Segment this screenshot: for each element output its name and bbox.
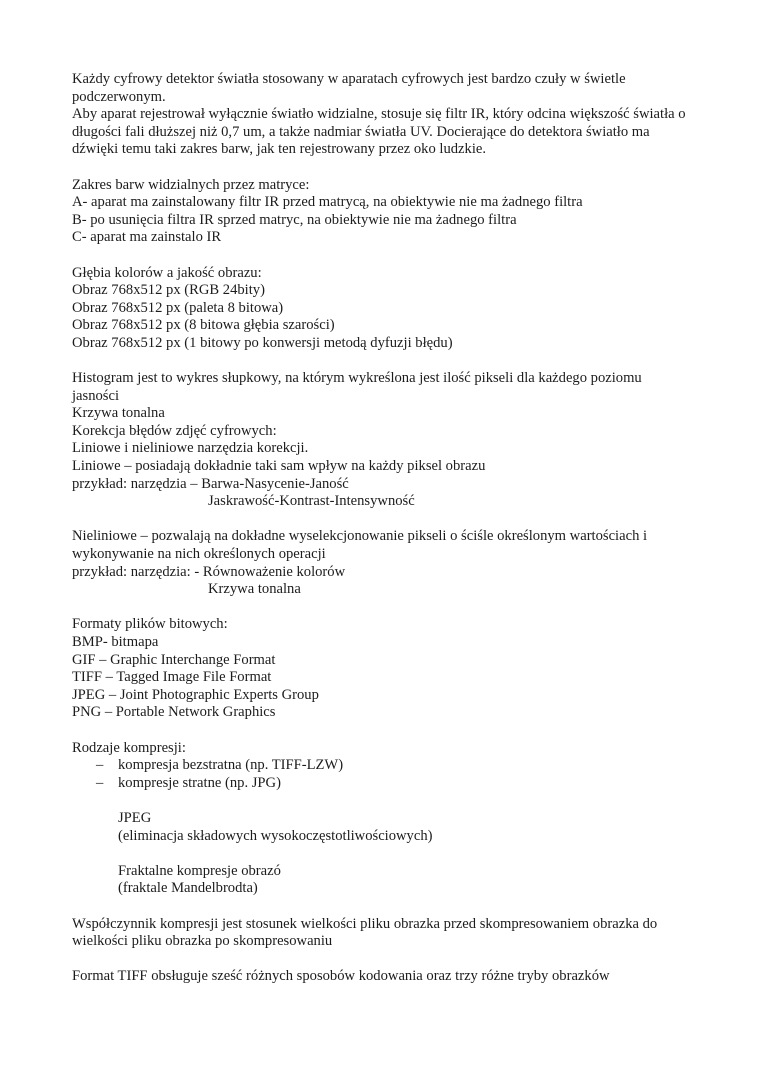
- przyklad-liniowe-cont: Jaskrawość-Kontrast-Intensywność: [208, 493, 415, 510]
- dash-bullet: –: [96, 774, 104, 791]
- jpeg-description: (eliminacja składowych wysokoczęstotliwościowych): [118, 827, 433, 844]
- fraktal-label: Fraktalne kompresje obrazó: [118, 862, 281, 879]
- dash-bullet: –: [96, 757, 104, 774]
- zakres-item-c: C- aparat ma zainstalo IR: [72, 229, 222, 246]
- zakres-item-b: B- po usunięcia filtra IR sprzed matryc, na obiektywie nie ma żadnego filtra: [72, 211, 517, 228]
- kompresja-item-text: kompresja bezstratna (np. TIFF-LZW): [118, 757, 344, 774]
- glebia-item: Obraz 768x512 px (1 bitowy po konwersji metodą dyfuzji błędu): [72, 334, 453, 351]
- przyklad-nieliniowe-cont: Krzywa tonalna: [208, 581, 301, 598]
- krzywa-tonalna: Krzywa tonalna: [72, 405, 165, 422]
- liniowe-line: Liniowe – posiadają dokładnie taki sam wpływ na każdy piksel obrazu: [72, 458, 486, 475]
- wspolczynnik-paragraph: Współczynnik kompresji jest stosunek wielkości pliku obrazka przed skompresowaniem obrazka do wielkości pliku obrazka po skompresowaniu: [72, 915, 661, 950]
- formaty-heading: Formaty plików bitowych:: [72, 616, 228, 633]
- glebia-heading: Głębia kolorów a jakość obrazu:: [72, 264, 262, 281]
- glebia-item: Obraz 768x512 px (RGB 24bity): [72, 282, 265, 299]
- zakres-item-a: A- aparat ma zainstalowany filtr IR przed matrycą, na obiektywie nie ma żadnego filtra: [72, 194, 583, 211]
- tiff-paragraph: Format TIFF obsługuje sześć różnych sposobów kodowania oraz trzy różne tryby obrazków: [72, 968, 610, 985]
- format-item: TIFF – Tagged Image File Format: [72, 669, 272, 686]
- kompresja-heading: Rodzaje kompresji:: [72, 739, 186, 756]
- narzedzia-line: Liniowe i nieliniowe narzędzia korekcji.: [72, 440, 309, 457]
- jpeg-label: JPEG: [118, 809, 152, 826]
- format-item: JPEG – Joint Photographic Experts Group: [72, 686, 319, 703]
- przyklad-liniowe: przykład: narzędzia – Barwa-Nasycenie-Janość: [72, 475, 349, 492]
- intro-paragraph-2: Aby aparat rejestrował wyłącznie światło widzialne, stosuje się filtr IR, który odcina większość światła o długości fali dłuższej niż 0,7 um, a także nadmiar światła UV. Docierające do detektora światło ma dźwięki temu taki zakres barw, jak ten rejestrowany przez oko ludzkie.: [72, 106, 690, 158]
- przyklad-nieliniowe: przykład: narzędzia: - Równoważenie kolorów: [72, 563, 346, 580]
- kompresja-list-item: [72, 757, 692, 775]
- glebia-item: Obraz 768x512 px (paleta 8 bitowa): [72, 299, 284, 316]
- kompresja-item-text: kompresje stratne (np. JPG): [118, 774, 281, 791]
- document-page: [72, 71, 692, 986]
- fraktal-description: (fraktale Mandelbrodta): [118, 880, 258, 897]
- format-item: BMP- bitmapa: [72, 634, 159, 650]
- glebia-item: Obraz 768x512 px (8 bitowa głębia szarości): [72, 317, 335, 334]
- intro-paragraph-1: Każdy cyfrowy detektor światła stosowany w aparatach cyfrowych jest bardzo czuły w świetle podczerwonym.: [72, 71, 630, 105]
- nieliniowe-paragraph: Nieliniowe – pozwalają na dokładne wyselekcjonowanie pikseli o ściśle określonym wartościach i wykonywanie na nich określonych operacji: [72, 528, 651, 563]
- format-item: PNG – Portable Network Graphics: [72, 704, 276, 721]
- zakres-heading: Zakres barw widzialnych przez matryce:: [72, 176, 310, 193]
- kompresja-list-item: [72, 775, 692, 793]
- histogram-paragraph: Histogram jest to wykres słupkowy, na którym wykreślona jest ilość pikseli dla każdego poziomu jasności: [72, 370, 646, 404]
- korekcja-heading: Korekcja błędów zdjęć cyfrowych:: [72, 422, 277, 439]
- format-item: GIF – Graphic Interchange Format: [72, 651, 276, 668]
